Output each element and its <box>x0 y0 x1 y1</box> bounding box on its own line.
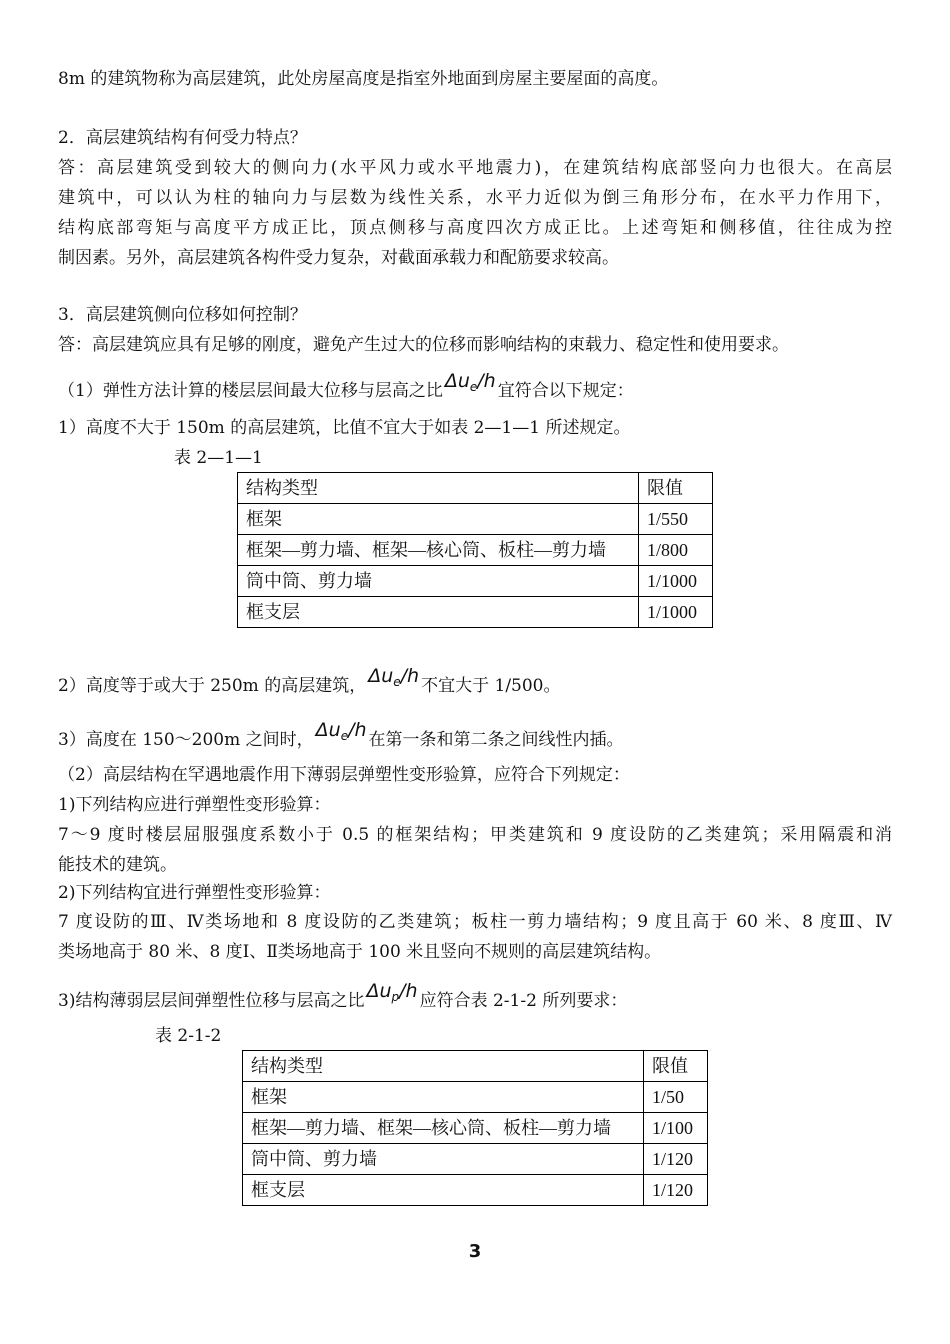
delta-up-h-formula: $\Delta u_p/h$ <box>366 980 418 1004</box>
table2-caption: 表 2-1-2 <box>155 1026 222 1046</box>
q2-answer-line-1: 答：高层建筑受到较大的侧向力(水平风力或水平地震力)，在建筑结构底部竖向力也很大。在高层 <box>58 158 892 178</box>
sub3-text-end: 在第一条和第二条之间线性内插。 <box>368 730 624 750</box>
req3-line <box>58 980 892 1016</box>
sub2-line <box>58 665 892 701</box>
delta-ue-h-formula: $\Delta u_e/h$ <box>368 665 420 689</box>
table2-header-row <box>243 1051 708 1082</box>
table1 <box>237 472 713 628</box>
table2-cell-type: 框架—剪力墙、框架—核心筒、板柱—剪力墙 <box>243 1113 644 1144</box>
q2-answer-line-2: 建筑中，可以认为柱的轴向力与层数为线性关系，水平力近似为倒三角形分布，在水平力作用下， <box>58 188 892 208</box>
table2-cell-limit: 1/50 <box>644 1082 708 1113</box>
table2-cell-limit: 1/120 <box>644 1175 708 1206</box>
item1-text-end: 宜符合以下规定： <box>497 381 634 401</box>
req1-text-line-2: 能技术的建筑。 <box>58 855 177 875</box>
req2-text-line-1: 7 度设防的Ⅲ、Ⅳ类场地和 8 度设防的乙类建筑；板柱一剪力墙结构；9 度且高于 60 米、8 度Ⅲ、Ⅳ <box>58 912 892 932</box>
item1-text: （1）弹性方法计算的楼层层间最大位移与层高之比 <box>58 381 443 401</box>
table2-cell-type: 筒中筒、剪力墙 <box>243 1144 644 1175</box>
table-row <box>238 504 713 535</box>
table2-cell-type: 框架 <box>243 1082 644 1113</box>
q3-answer: 答：高层建筑应具有足够的刚度，避免产生过大的位移而影响结构的束载力、稳定性和使用要求。 <box>58 335 789 355</box>
intro-line: 8m 的建筑物称为高层建筑，此处房屋高度是指室外地面到房屋主要屋面的高度。 <box>58 69 669 89</box>
table2-cell-type: 框支层 <box>243 1175 644 1206</box>
table-row <box>238 566 713 597</box>
table1-cell-limit: 1/800 <box>639 535 713 566</box>
table2 <box>242 1050 708 1206</box>
table2-cell-limit: 1/120 <box>644 1144 708 1175</box>
item1-line <box>58 370 892 406</box>
item2-line: （2）高层结构在罕遇地震作用下薄弱层弹塑性变形验算，应符合下列规定： <box>58 765 630 785</box>
table-row <box>243 1175 708 1206</box>
sub1-line: 1）高度不大于 150m 的高层建筑，比值不宜大于如表 2—1—1 所述规定。 <box>58 418 631 438</box>
sub3-text: 3）高度在 150～200m 之间时， <box>58 730 314 750</box>
table1-cell-type: 框架 <box>238 504 639 535</box>
table1-cell-type: 框支层 <box>238 597 639 628</box>
page-number: 3 <box>468 1241 482 1262</box>
req3-text-end: 应符合表 2-1-2 所列要求： <box>419 991 628 1011</box>
delta-ue-h-formula: $\Delta u_e/h$ <box>315 719 367 743</box>
table1-header-type: 结构类型 <box>238 473 639 504</box>
req2-line: 2)下列结构宜进行弹塑性变形验算： <box>58 883 331 903</box>
table1-caption: 表 2—1—1 <box>174 448 263 468</box>
table1-header-limit: 限值 <box>639 473 713 504</box>
table2-header-limit: 限值 <box>644 1051 708 1082</box>
table-row <box>243 1113 708 1144</box>
table-row <box>238 535 713 566</box>
req1-line: 1)下列结构应进行弹塑性变形验算： <box>58 795 331 815</box>
sub2-text: 2）高度等于或大于 250m 的高层建筑， <box>58 676 367 696</box>
table-row <box>238 597 713 628</box>
q2-answer-line-4: 制因素。另外，高层建筑各构件受力复杂，对截面承载力和配筋要求较高。 <box>58 248 619 268</box>
q3-heading: 3．高层建筑侧向位移如何控制？ <box>58 305 307 325</box>
q2-heading: 2．高层建筑结构有何受力特点？ <box>58 128 307 148</box>
table-row <box>243 1082 708 1113</box>
sub3-line <box>58 719 892 755</box>
table2-cell-limit: 1/100 <box>644 1113 708 1144</box>
table-row <box>243 1144 708 1175</box>
table1-header-row <box>238 473 713 504</box>
table2-header-type: 结构类型 <box>243 1051 644 1082</box>
table1-cell-limit: 1/1000 <box>639 566 713 597</box>
table1-cell-limit: 1/550 <box>639 504 713 535</box>
table1-cell-limit: 1/1000 <box>639 597 713 628</box>
req1-text-line-1: 7～9 度时楼层屈服强度系数小于 0.5 的框架结构；甲类建筑和 9 度设防的乙类建筑；采用隔震和消 <box>58 825 892 845</box>
sub2-text-end: 不宜大于 1/500。 <box>421 676 561 696</box>
delta-ue-h-formula: $\Delta u_e/h$ <box>444 370 496 394</box>
req3-text: 3)结构薄弱层层间弹塑性位移与层高之比 <box>58 991 365 1011</box>
req2-text-line-2: 类场地高于 80 米、8 度Ⅰ、Ⅱ类场地高于 100 米且竖向不规则的高层建筑结构。 <box>58 942 662 962</box>
table1-cell-type: 框架—剪力墙、框架—核心筒、板柱—剪力墙 <box>238 535 639 566</box>
q2-answer-line-3: 结构底部弯矩与高度平方成正比，顶点侧移与高度四次方成正比。上述弯矩和侧移值，往往成为控 <box>58 218 892 238</box>
table1-cell-type: 筒中筒、剪力墙 <box>238 566 639 597</box>
